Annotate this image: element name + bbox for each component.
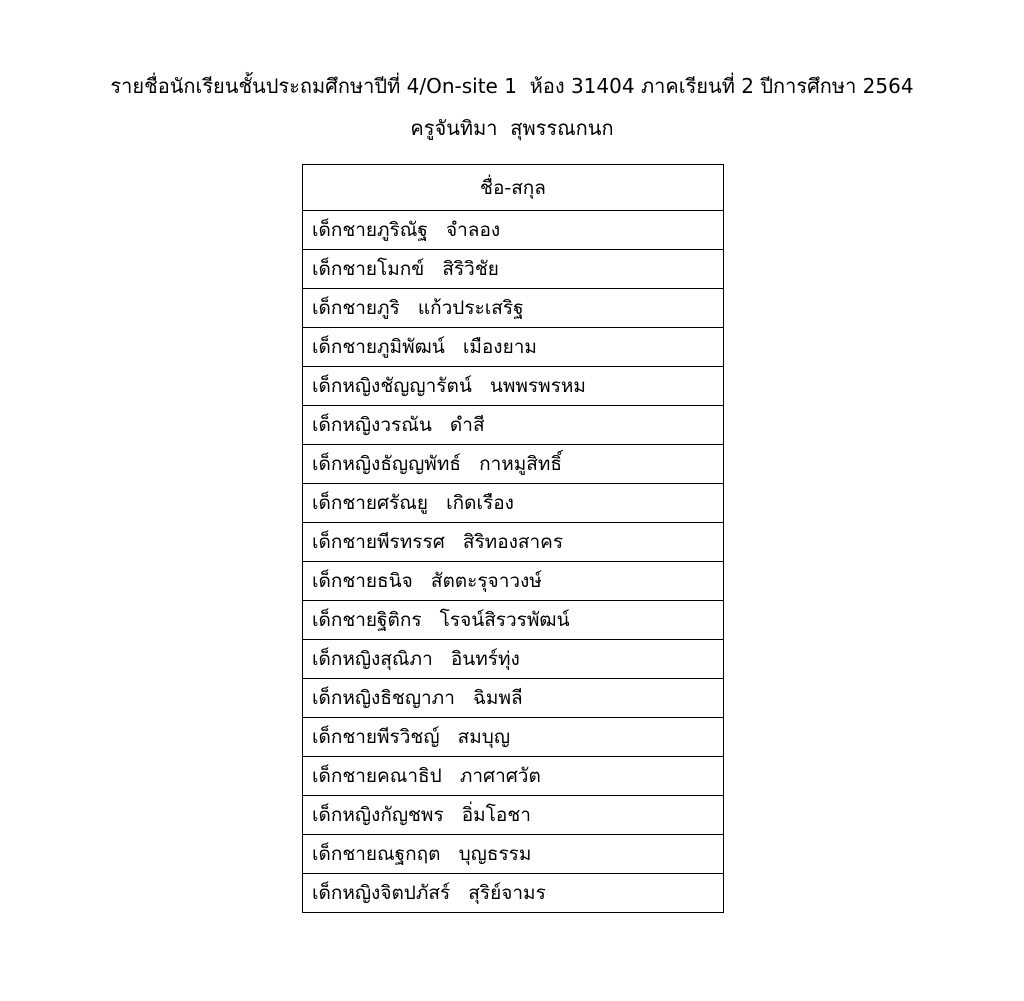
table-row: [303, 523, 724, 562]
table-row: [303, 445, 724, 484]
student-name-cell: เด็กหญิงจิตปภัสร์ สุริย์จามร: [303, 874, 724, 913]
student-name-cell: เด็กหญิงธิชญาภา ฉิมพลี: [303, 679, 724, 718]
table-row: [303, 640, 724, 679]
student-name-cell: เด็กชายคณาธิป ภาศาศวัต: [303, 757, 724, 796]
table-row: [303, 367, 724, 406]
table-row: [303, 211, 724, 250]
student-name-cell: เด็กหญิงกัญชพร อิ่มโอชา: [303, 796, 724, 835]
table-row: [303, 874, 724, 913]
student-name-cell: เด็กหญิงสุณิภา อินทร์ทุ่ง: [303, 640, 724, 679]
name-column-header: ชื่อ-สกุล: [303, 165, 724, 211]
student-name-table: [302, 164, 724, 913]
table-row: [303, 250, 724, 289]
table-row: [303, 562, 724, 601]
student-name-cell: เด็กชายฐิติกร โรจน์สิรวรพัฒน์: [303, 601, 724, 640]
student-name-cell: เด็กหญิงธัญญพัทธ์ กาหมูสิทธิ์: [303, 445, 724, 484]
student-name-cell: เด็กชายโมกข์ สิริวิชัย: [303, 250, 724, 289]
table-row: [303, 328, 724, 367]
document-subtitle: ครูจันทิมา สุพรรณกนก: [410, 116, 614, 140]
student-name-cell: เด็กชายพีรทรรศ สิริทองสาคร: [303, 523, 724, 562]
student-name-cell: เด็กหญิงวรณัน ดำสี: [303, 406, 724, 445]
table-row: [303, 406, 724, 445]
student-name-cell: เด็กหญิงชัญญารัตน์ นพพรพรหม: [303, 367, 724, 406]
student-name-cell: เด็กชายธนิจ สัตตะรุจาวงษ์: [303, 562, 724, 601]
student-name-cell: เด็กชายภูมิพัฒน์ เมืองยาม: [303, 328, 724, 367]
student-name-cell: เด็กชายภูริ แก้วประเสริฐ: [303, 289, 724, 328]
student-name-cell: เด็กชายศรัณยู เกิดเรือง: [303, 484, 724, 523]
table-row: [303, 679, 724, 718]
document-title: รายชื่อนักเรียนชั้นประถมศึกษาปีที่ 4/On-site 1 ห้อง 31404 ภาคเรียนที่ 2 ปีการศึกษา 2564: [110, 74, 914, 98]
student-name-cell: เด็กชายพีรวิชญ์ สมบุญ: [303, 718, 724, 757]
student-name-cell: เด็กชายณฐกฤต บุญธรรม: [303, 835, 724, 874]
table-row: [303, 796, 724, 835]
table-row: [303, 601, 724, 640]
student-name-cell: เด็กชายภูริณัฐ จำลอง: [303, 211, 724, 250]
table-row: [303, 484, 724, 523]
table-row: [303, 835, 724, 874]
table-row: [303, 718, 724, 757]
table-header-row: [303, 165, 724, 211]
table-row: [303, 289, 724, 328]
table-row: [303, 757, 724, 796]
